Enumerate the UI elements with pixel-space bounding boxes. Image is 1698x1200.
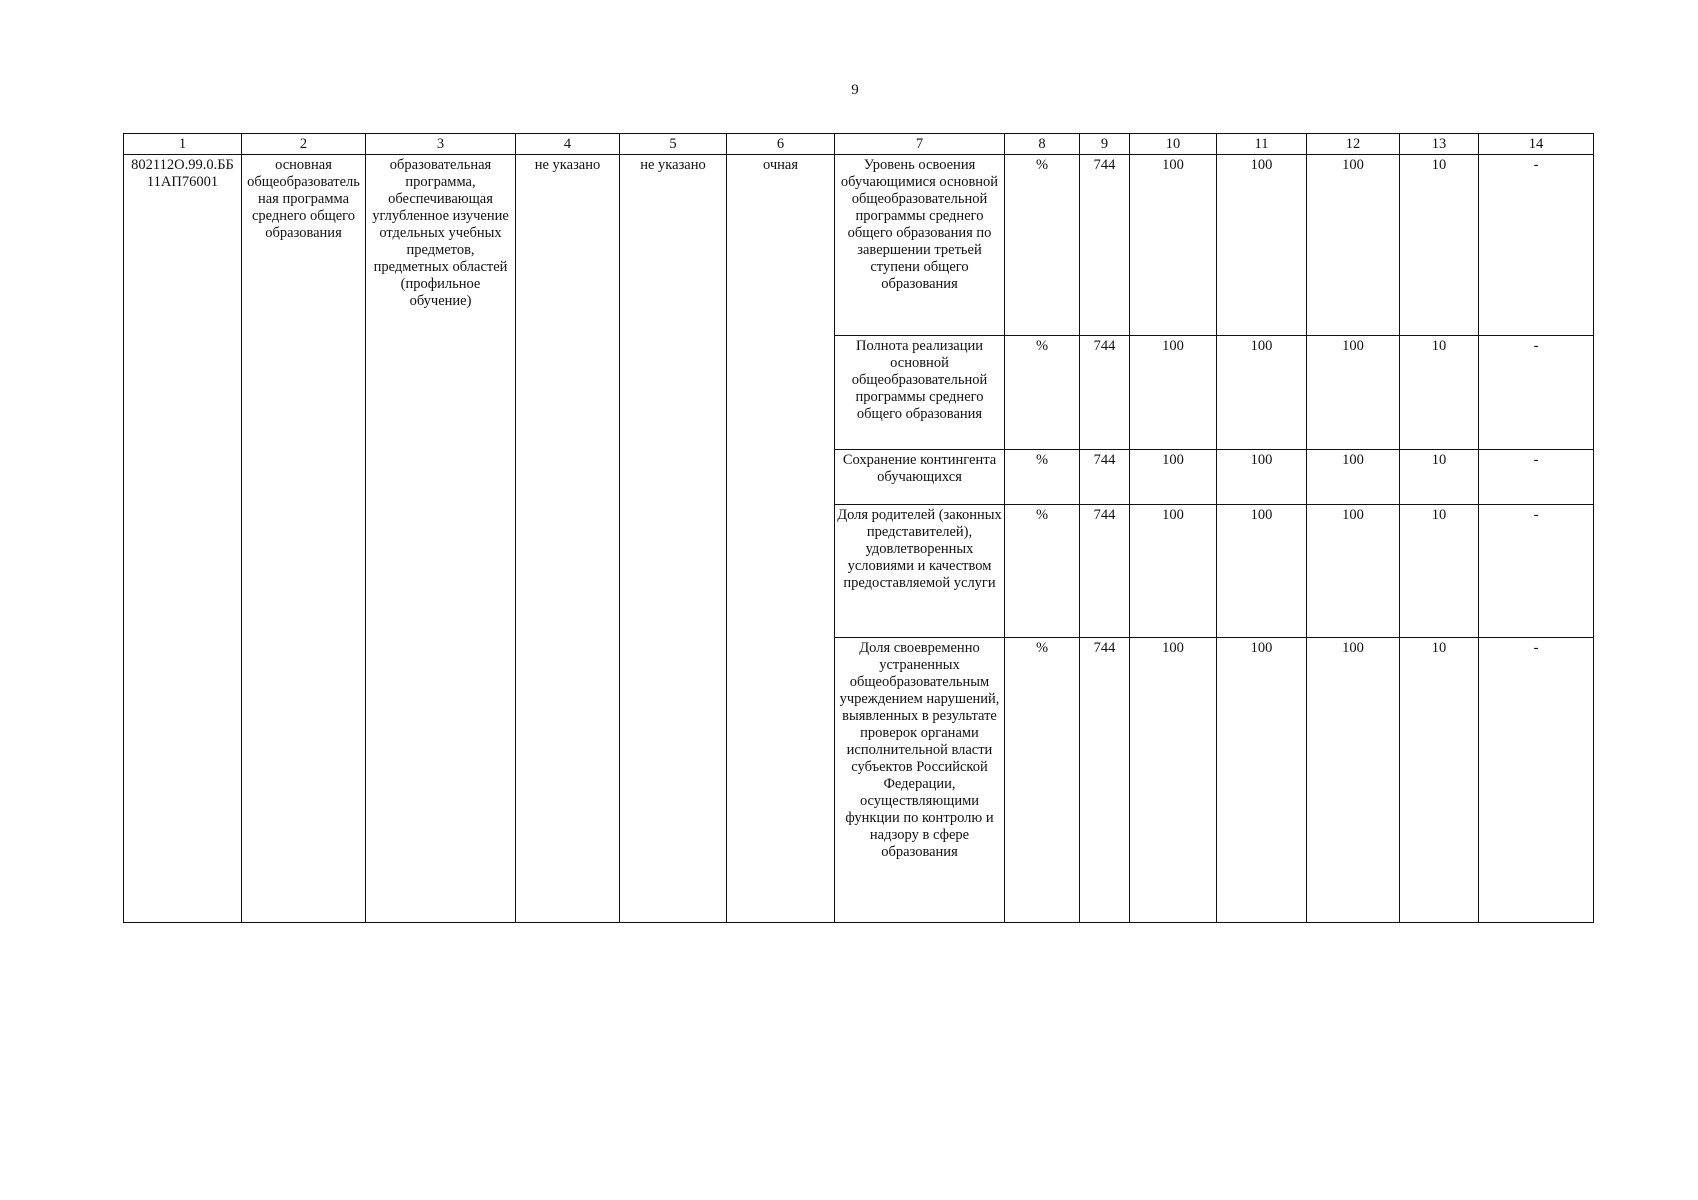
indicator-okei: 744 <box>1080 505 1130 638</box>
column-number: 1 <box>124 134 242 155</box>
column-number: 5 <box>620 134 727 155</box>
registry-code: 802112О.99.0.ББ 11АП76001 <box>124 155 242 923</box>
column-number-row <box>124 134 1594 155</box>
program-name: основная общеобразовательная программа среднего общего образования <box>242 155 366 923</box>
indicator-unit: % <box>1005 505 1080 638</box>
column-number: 10 <box>1130 134 1217 155</box>
indicator-value-12: 100 <box>1307 638 1400 923</box>
indicator-name: Сохранение контингента обучающихся <box>835 450 1005 505</box>
indicator-value-14: - <box>1479 638 1594 923</box>
indicator-value-10: 100 <box>1130 505 1217 638</box>
indicator-value-10: 100 <box>1130 336 1217 450</box>
indicator-okei: 744 <box>1080 336 1130 450</box>
indicator-unit: % <box>1005 336 1080 450</box>
indicator-value-12: 100 <box>1307 155 1400 336</box>
column-number: 6 <box>727 134 835 155</box>
indicator-value-11: 100 <box>1217 450 1307 505</box>
indicator-value-13: 10 <box>1400 638 1479 923</box>
indicator-value-13: 10 <box>1400 336 1479 450</box>
indicator-value-11: 100 <box>1217 155 1307 336</box>
indicator-value-12: 100 <box>1307 336 1400 450</box>
indicators-table <box>123 133 1594 923</box>
indicator-value-13: 10 <box>1400 450 1479 505</box>
indicator-value-10: 100 <box>1130 155 1217 336</box>
indicator-unit: % <box>1005 155 1080 336</box>
indicator-value-10: 100 <box>1130 638 1217 923</box>
indicator-value-10: 100 <box>1130 450 1217 505</box>
condition-4: не указано <box>516 155 620 923</box>
indicator-unit: % <box>1005 638 1080 923</box>
column-number: 11 <box>1217 134 1307 155</box>
column-number: 9 <box>1080 134 1130 155</box>
column-number: 2 <box>242 134 366 155</box>
column-number: 4 <box>516 134 620 155</box>
indicator-value-12: 100 <box>1307 450 1400 505</box>
indicator-name: Уровень освоения обучающимися основной общеобразовательной программы среднего общего образования по завершении третьей ступени общего образования <box>835 155 1005 336</box>
indicator-name: Полнота реализации основной общеобразовательной программы среднего общего образования <box>835 336 1005 450</box>
indicator-value-11: 100 <box>1217 336 1307 450</box>
page-number: 9 <box>851 82 859 98</box>
indicator-value-14: - <box>1479 155 1594 336</box>
indicator-value-12: 100 <box>1307 505 1400 638</box>
indicator-okei: 744 <box>1080 638 1130 923</box>
indicator-value-14: - <box>1479 450 1594 505</box>
condition-5: не указано <box>620 155 727 923</box>
indicator-value-14: - <box>1479 505 1594 638</box>
indicator-value-11: 100 <box>1217 638 1307 923</box>
column-number: 7 <box>835 134 1005 155</box>
indicator-value-11: 100 <box>1217 505 1307 638</box>
indicator-name: Доля своевременно устраненных общеобразовательным учреждением нарушений, выявленных в результате проверок органами исполнительной власти субъектов Российской Федерации, осуществляющими функции по контролю и надзору в сфере образования <box>835 638 1005 923</box>
indicator-okei: 744 <box>1080 450 1130 505</box>
column-number: 12 <box>1307 134 1400 155</box>
column-number: 13 <box>1400 134 1479 155</box>
indicator-name: Доля родителей (законных представителей), удовлетворенных условиями и качеством предоставляемой услуги <box>835 505 1005 638</box>
program-content: образовательная программа, обеспечивающая углубленное изучение отдельных учебных предметов, предметных областей (профильное обучение) <box>366 155 516 923</box>
table-row <box>124 155 1594 336</box>
indicator-value-13: 10 <box>1400 155 1479 336</box>
education-form: очная <box>727 155 835 923</box>
column-number: 3 <box>366 134 516 155</box>
indicator-okei: 744 <box>1080 155 1130 336</box>
indicator-value-14: - <box>1479 336 1594 450</box>
column-number: 8 <box>1005 134 1080 155</box>
indicator-value-13: 10 <box>1400 505 1479 638</box>
column-number: 14 <box>1479 134 1594 155</box>
indicator-unit: % <box>1005 450 1080 505</box>
